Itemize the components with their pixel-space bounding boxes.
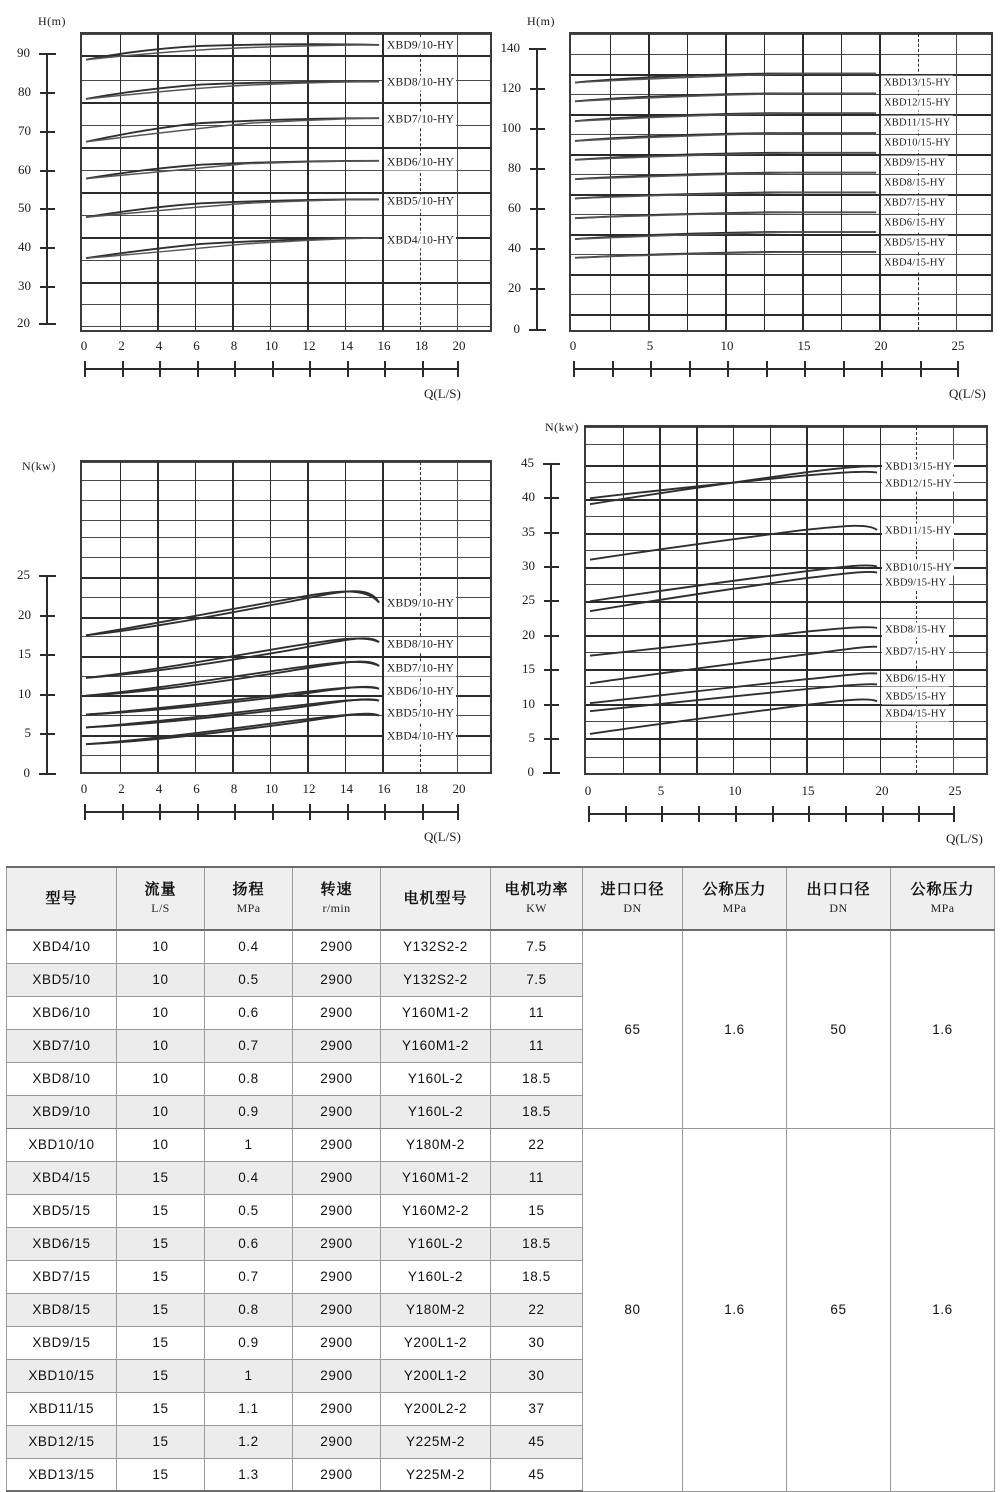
cell-flow: 10 [117, 1128, 205, 1161]
y-tick-label: 80 [18, 83, 31, 99]
cell-inlet-dn: 80 [583, 1128, 683, 1491]
series-label-power-xbd13-15: XBD13/15-HY [882, 460, 954, 475]
th-head [205, 867, 293, 930]
th-outlet-pn-cn: 公称压力 [910, 881, 975, 898]
chart-power-15 [500, 415, 1000, 860]
chart-head-15 [500, 0, 1000, 410]
chart-power-10 [0, 415, 500, 860]
y-tick-label: 20 [508, 279, 521, 295]
y-tick-label: 20 [522, 626, 535, 642]
cell-head: 1.3 [205, 1458, 293, 1491]
cell-model: XBD4/15 [7, 1161, 117, 1194]
cell-model: XBD7/10 [7, 1029, 117, 1062]
y-tick-label: 60 [18, 161, 31, 177]
y-tick-label: 20 [17, 315, 30, 330]
chart-head-10-y-ruler [17, 45, 48, 330]
y-tick-label: 40 [522, 489, 535, 505]
th-outlet-pn [891, 867, 995, 930]
chart-head-15-y-ruler [500, 40, 538, 336]
chart-power-15-ylabel: N(kw) [545, 420, 579, 434]
cell-motor: Y200L1-2 [381, 1326, 491, 1359]
cell-head: 1 [205, 1359, 293, 1392]
chart-power-10-ylabel: N(kw) [22, 459, 56, 473]
cell-inlet-pn: 1.6 [683, 1128, 787, 1491]
y-tick-label: 0 [527, 764, 534, 779]
cell-power: 18.5 [491, 1260, 583, 1293]
cell-power: 7.5 [491, 930, 583, 963]
series-label-power-xbd7-10: XBD7/10-HY [384, 662, 456, 677]
cell-model: XBD12/15 [7, 1425, 117, 1458]
chart-head-15-ylabel: H(m) [527, 14, 555, 28]
series-label-xbd4-10: XBD4/10-HY [384, 234, 456, 249]
series-label-power-xbd8-15: XBD8/15-HY [882, 623, 949, 638]
chart-power-15-x-ruler [588, 813, 955, 815]
series-label-power-xbd8-10: XBD8/10-HY [384, 638, 456, 653]
cell-outlet-pn: 1.6 [891, 930, 995, 1128]
cell-model: XBD10/15 [7, 1359, 117, 1392]
cell-flow: 10 [117, 930, 205, 963]
table-row [7, 1128, 995, 1161]
y-tick-label: 140 [500, 40, 520, 55]
x-tick-label: 0 [80, 781, 88, 796]
cell-flow: 10 [117, 1062, 205, 1095]
cell-head: 0.5 [205, 963, 293, 996]
th-inlet-pn-cn: 公称压力 [702, 881, 767, 898]
y-tick-label: 20 [18, 606, 31, 622]
cell-flow: 15 [117, 1194, 205, 1227]
x-tick-label: 12 [302, 781, 316, 796]
cell-flow: 15 [117, 1260, 205, 1293]
series-label-power-xbd9-15: XBD9/15-HY [882, 576, 949, 591]
cell-head: 0.8 [205, 1062, 293, 1095]
x-tick-label: 25 [951, 338, 965, 353]
y-tick-label: 30 [18, 278, 31, 294]
cell-power: 11 [491, 996, 583, 1029]
spec-table-container [6, 866, 994, 1492]
x-tick-label: 8 [230, 781, 238, 796]
cell-power: 15 [491, 1194, 583, 1227]
series-label-xbd7-10: XBD7/10-HY [384, 113, 456, 128]
series-label-xbd5-15: XBD5/15-HY [881, 236, 948, 251]
th-motor-power [491, 867, 583, 930]
cell-motor: Y160L-2 [381, 1062, 491, 1095]
th-flow [117, 867, 205, 930]
th-head-cn: 扬程 [232, 881, 265, 898]
cell-speed: 2900 [293, 1194, 381, 1227]
x-tick-label: 10 [728, 783, 742, 798]
th-speed-cn: 转速 [320, 881, 353, 898]
th-head-unit: MPa [236, 901, 261, 915]
x-tick-label: 5 [657, 783, 665, 798]
th-outlet-dn-cn: 出口口径 [806, 881, 871, 898]
cell-power: 22 [491, 1293, 583, 1326]
th-motor-power-unit: KW [526, 901, 547, 915]
cell-head: 1.2 [205, 1425, 293, 1458]
chart-power-10-xlabel: Q(L/S) [424, 829, 461, 844]
x-tick-label: 0 [80, 338, 88, 353]
cell-model: XBD9/10 [7, 1095, 117, 1128]
series-label-xbd10-15: XBD10/15-HY [881, 136, 953, 151]
series-label-xbd7-15: XBD7/15-HY [881, 196, 948, 211]
cell-inlet-dn: 65 [583, 930, 683, 1128]
cell-motor: Y132S2-2 [381, 963, 491, 996]
cell-speed: 2900 [293, 1029, 381, 1062]
cell-head: 1.1 [205, 1392, 293, 1425]
th-outlet-dn [787, 867, 891, 930]
cell-speed: 2900 [293, 1260, 381, 1293]
series-label-xbd6-15: XBD6/15-HY [881, 216, 948, 231]
cell-head: 0.4 [205, 930, 293, 963]
cell-head: 0.6 [205, 1227, 293, 1260]
cell-outlet-pn: 1.6 [891, 1128, 995, 1491]
chart-head-10-x-ruler [84, 368, 459, 370]
series-label-power-xbd7-15: XBD7/15-HY [882, 645, 949, 660]
cell-model: XBD11/15 [7, 1392, 117, 1425]
x-tick-label: 0 [584, 783, 592, 798]
chart-head-10 [0, 0, 500, 410]
cell-model: XBD5/15 [7, 1194, 117, 1227]
cell-power: 30 [491, 1359, 583, 1392]
y-tick-label: 15 [522, 661, 535, 677]
th-outlet-pn-unit: MPa [930, 901, 955, 915]
th-outlet-dn-unit: DN [829, 901, 848, 915]
y-tick-label: 10 [522, 695, 535, 711]
cell-motor: Y160L-2 [381, 1260, 491, 1293]
cell-motor: Y225M-2 [381, 1458, 491, 1491]
th-inlet-dn-unit: DN [623, 901, 642, 915]
y-tick-label: 5 [24, 725, 31, 741]
cell-head: 0.5 [205, 1194, 293, 1227]
cell-speed: 2900 [293, 930, 381, 963]
y-tick-label: 25 [522, 592, 535, 608]
y-tick-label: 10 [18, 685, 31, 701]
cell-flow: 15 [117, 1458, 205, 1491]
th-motor-power-cn: 电机功率 [504, 881, 569, 898]
cell-speed: 2900 [293, 1359, 381, 1392]
cell-motor: Y160L-2 [381, 1227, 491, 1260]
th-flow-unit: L/S [151, 901, 170, 915]
y-tick-label: 0 [513, 321, 520, 336]
chart-head-15-x-ruler [573, 368, 959, 370]
cell-power: 37 [491, 1392, 583, 1425]
chart-head-10-plot [80, 32, 492, 332]
chart-head-10-ylabel: H(m) [38, 14, 66, 28]
series-label-power-xbd6-15: XBD6/15-HY [882, 672, 949, 687]
table-row [7, 930, 995, 963]
cell-model: XBD8/10 [7, 1062, 117, 1095]
y-tick-label: 40 [508, 239, 521, 255]
cell-speed: 2900 [293, 1161, 381, 1194]
cell-flow: 10 [117, 1029, 205, 1062]
y-tick-label: 15 [18, 646, 31, 662]
series-label-power-xbd11-15: XBD11/15-HY [882, 524, 954, 539]
cell-flow: 15 [117, 1227, 205, 1260]
y-tick-label: 40 [18, 239, 31, 255]
y-tick-label: 70 [18, 122, 31, 138]
x-tick-label: 18 [415, 338, 428, 353]
cell-power: 7.5 [491, 963, 583, 996]
chart-power-10-x-ruler [84, 811, 459, 813]
chart-power-15-plot [584, 425, 988, 775]
th-inlet-pn-unit: MPa [722, 901, 747, 915]
cell-model: XBD7/15 [7, 1260, 117, 1293]
cell-power: 18.5 [491, 1062, 583, 1095]
cell-power: 11 [491, 1029, 583, 1062]
cell-speed: 2900 [293, 1227, 381, 1260]
cell-power: 11 [491, 1161, 583, 1194]
cell-flow: 10 [117, 1095, 205, 1128]
cell-head: 1 [205, 1128, 293, 1161]
cell-outlet-dn: 50 [787, 930, 891, 1128]
series-label-power-xbd6-10: XBD6/10-HY [384, 685, 456, 700]
cell-motor: Y160M1-2 [381, 996, 491, 1029]
x-tick-label: 15 [797, 338, 811, 353]
cell-motor: Y225M-2 [381, 1425, 491, 1458]
cell-speed: 2900 [293, 963, 381, 996]
chart-head-10-xlabel: Q(L/S) [424, 386, 461, 401]
x-tick-label: 2 [118, 781, 125, 796]
cell-motor: Y200L1-2 [381, 1359, 491, 1392]
x-tick-label: 2 [118, 338, 125, 353]
th-speed-unit: r/min [322, 901, 351, 915]
cell-model: XBD13/15 [7, 1458, 117, 1491]
cell-head: 0.9 [205, 1326, 293, 1359]
cell-head: 0.8 [205, 1293, 293, 1326]
y-tick-label: 35 [522, 523, 535, 539]
cell-motor: Y200L2-2 [381, 1392, 491, 1425]
cell-flow: 15 [117, 1359, 205, 1392]
y-tick-label: 30 [522, 558, 535, 574]
x-tick-label: 20 [452, 338, 466, 353]
chart-power-10-y-ruler [17, 567, 48, 780]
cell-outlet-dn: 65 [787, 1128, 891, 1491]
x-tick-label: 10 [720, 338, 734, 353]
y-tick-label: 60 [508, 199, 521, 215]
series-label-power-xbd10-15: XBD10/15-HY [882, 561, 954, 576]
th-inlet-pn [683, 867, 787, 930]
cell-motor: Y160L-2 [381, 1095, 491, 1128]
cell-motor: Y160M1-2 [381, 1029, 491, 1062]
cell-flow: 15 [117, 1326, 205, 1359]
x-tick-label: 14 [340, 338, 353, 353]
th-speed [293, 867, 381, 930]
x-tick-label: 0 [569, 338, 577, 353]
x-tick-label: 10 [265, 338, 278, 353]
cell-speed: 2900 [293, 1095, 381, 1128]
series-label-power-xbd4-10: XBD4/10-HY [384, 730, 456, 745]
cell-speed: 2900 [293, 1293, 381, 1326]
series-label-xbd9-15: XBD9/15-HY [881, 156, 948, 171]
x-tick-label: 6 [193, 338, 200, 353]
y-tick-label: 50 [18, 200, 31, 216]
cell-motor: Y160M1-2 [381, 1161, 491, 1194]
th-motor-model [381, 867, 491, 930]
cell-head: 0.4 [205, 1161, 293, 1194]
cell-flow: 15 [117, 1293, 205, 1326]
th-motor-model-cn: 电机型号 [403, 889, 468, 907]
chart-power-15-y-ruler [521, 455, 552, 779]
series-label-xbd11-15: XBD11/15-HY [881, 116, 953, 131]
cell-power: 45 [491, 1425, 583, 1458]
cell-model: XBD10/10 [7, 1128, 117, 1161]
cell-motor: Y180M-2 [381, 1128, 491, 1161]
y-tick-label: 25 [17, 567, 30, 582]
cell-model: XBD5/10 [7, 963, 117, 996]
th-inlet-dn-cn: 进口口径 [600, 881, 665, 898]
cell-flow: 10 [117, 963, 205, 996]
series-label-xbd6-10: XBD6/10-HY [384, 156, 456, 171]
series-label-power-xbd5-10: XBD5/10-HY [384, 707, 456, 722]
chart-power-15-xlabel: Q(L/S) [946, 831, 983, 846]
cell-power: 30 [491, 1326, 583, 1359]
cell-speed: 2900 [293, 1128, 381, 1161]
cell-head: 0.9 [205, 1095, 293, 1128]
series-label-xbd4-15: XBD4/15-HY [881, 256, 948, 271]
y-tick-label: 100 [501, 119, 521, 135]
x-tick-label: 20 [452, 781, 466, 796]
cell-model: XBD6/15 [7, 1227, 117, 1260]
pump-spec-table [6, 866, 995, 1492]
cell-speed: 2900 [293, 1392, 381, 1425]
th-inlet-dn [583, 867, 683, 930]
series-label-power-xbd5-15: XBD5/15-HY [882, 690, 949, 705]
th-model [7, 867, 117, 930]
x-tick-label: 20 [874, 338, 888, 353]
series-label-xbd8-15: XBD8/15-HY [881, 176, 948, 191]
x-tick-label: 5 [646, 338, 654, 353]
y-tick-label: 90 [17, 45, 30, 60]
cell-speed: 2900 [293, 996, 381, 1029]
cell-flow: 10 [117, 996, 205, 1029]
y-tick-label: 120 [501, 79, 521, 95]
cell-speed: 2900 [293, 1326, 381, 1359]
chart-head-15-plot [569, 32, 993, 332]
x-tick-label: 8 [230, 338, 238, 353]
x-tick-label: 6 [193, 781, 200, 796]
x-tick-label: 12 [302, 338, 316, 353]
x-tick-label: 20 [875, 783, 889, 798]
cell-inlet-pn: 1.6 [683, 930, 787, 1128]
x-tick-label: 10 [265, 781, 278, 796]
table-body [7, 930, 995, 1491]
cell-power: 45 [491, 1458, 583, 1491]
cell-motor: Y132S2-2 [381, 930, 491, 963]
x-tick-label: 14 [340, 781, 353, 796]
cell-power: 18.5 [491, 1095, 583, 1128]
series-label-xbd12-15: XBD12/15-HY [881, 96, 953, 111]
th-flow-cn: 流量 [144, 881, 177, 898]
chart-power-10-curves [82, 462, 490, 773]
series-label-xbd9-10: XBD9/10-HY [384, 39, 456, 54]
cell-head: 0.7 [205, 1260, 293, 1293]
cell-motor: Y180M-2 [381, 1293, 491, 1326]
cell-model: XBD4/10 [7, 930, 117, 963]
cell-motor: Y160M2-2 [381, 1194, 491, 1227]
cell-power: 18.5 [491, 1227, 583, 1260]
x-tick-label: 18 [415, 781, 428, 796]
x-tick-label: 4 [155, 338, 163, 353]
y-tick-label: 45 [521, 455, 534, 470]
series-label-power-xbd9-10: XBD9/10-HY [384, 597, 456, 612]
table-header-row [7, 867, 995, 930]
series-label-xbd5-10: XBD5/10-HY [384, 195, 456, 210]
th-model-cn: 型号 [45, 889, 78, 907]
series-label-power-xbd12-15: XBD12/15-HY [882, 477, 954, 492]
cell-flow: 15 [117, 1161, 205, 1194]
x-tick-label: 4 [155, 781, 163, 796]
series-label-power-xbd4-15: XBD4/15-HY [882, 707, 949, 722]
x-tick-label: 25 [948, 783, 962, 798]
cell-power: 22 [491, 1128, 583, 1161]
y-tick-label: 5 [528, 729, 535, 745]
cell-speed: 2900 [293, 1458, 381, 1491]
cell-model: XBD6/10 [7, 996, 117, 1029]
cell-head: 0.7 [205, 1029, 293, 1062]
chart-power-10-plot [80, 460, 492, 774]
cell-model: XBD9/15 [7, 1326, 117, 1359]
cell-head: 0.6 [205, 996, 293, 1029]
series-label-xbd8-10: XBD8/10-HY [384, 76, 456, 91]
cell-speed: 2900 [293, 1425, 381, 1458]
y-tick-label: 0 [23, 765, 30, 780]
y-tick-label: 80 [508, 159, 521, 175]
cell-model: XBD8/15 [7, 1293, 117, 1326]
x-tick-label: 16 [377, 781, 391, 796]
x-tick-label: 16 [377, 338, 391, 353]
cell-flow: 15 [117, 1392, 205, 1425]
series-label-xbd13-15: XBD13/15-HY [881, 76, 953, 91]
cell-flow: 15 [117, 1425, 205, 1458]
x-tick-label: 15 [801, 783, 815, 798]
cell-speed: 2900 [293, 1062, 381, 1095]
chart-head-15-xlabel: Q(L/S) [949, 386, 986, 401]
